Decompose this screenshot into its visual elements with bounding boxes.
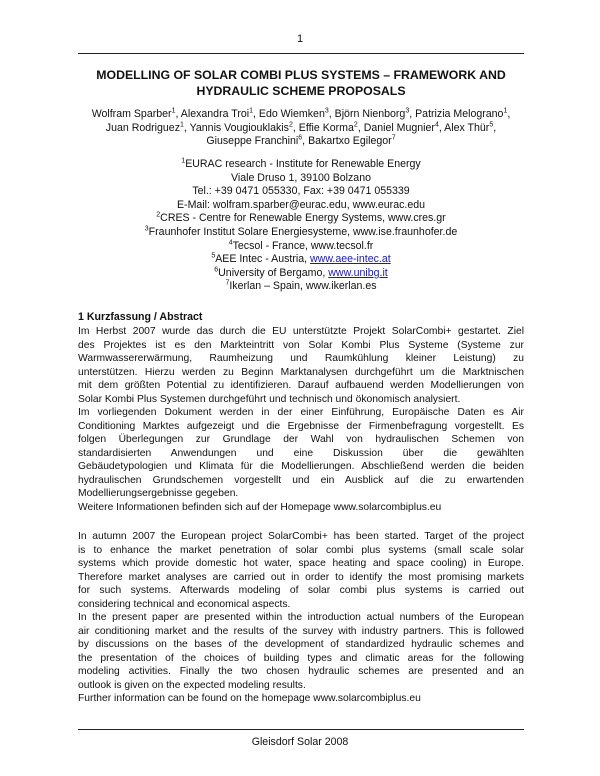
affiliation-eurac-email: E-Mail: wolfram.sparber@eurac.edu, www.eurac.edu bbox=[176, 198, 426, 211]
author-name: Wolfram Sparber bbox=[91, 108, 172, 120]
title-line-2: HYDRAULIC SCHEME PROPOSALS bbox=[196, 84, 406, 98]
author-affiliation-mark: 4 bbox=[434, 121, 439, 129]
title-line-1: MODELLING OF SOLAR COMBI PLUS SYSTEMS – FRAMEWORK AND bbox=[96, 68, 506, 82]
affiliation-eurac-phone: Tel.: +39 0471 055330, Fax: +39 0471 055339 bbox=[192, 185, 410, 198]
abstract-line: Im Herbst 2007 wurde das durch die EU unterstützte Projekt SolarCombi+ gestartet. Ziel bbox=[78, 326, 524, 337]
abstract-line: Conditioning Marktes aufgezeigt und die Ergebnisse der Firmenbefragung vorgestellt. Es bbox=[78, 420, 524, 432]
abstract-line: Solar Kombi Plus Systemen durchgeführt und technisch und ökonomisch analysiert. bbox=[78, 393, 461, 405]
author-affiliation-mark: 5 bbox=[489, 121, 494, 129]
author-affiliation-mark: 1 bbox=[503, 107, 508, 115]
author-list bbox=[78, 108, 524, 149]
abstract-line: standardisierten Anwendungen und eine Diskussion über die gewählten bbox=[78, 447, 524, 459]
author-name: Daniel Mugnier bbox=[363, 121, 435, 134]
page-footer: Gleisdorf Solar 2008 bbox=[251, 736, 349, 748]
abstract-line: systems which provide domestic hot water, space heating and space cooling) in Europe. bbox=[78, 558, 524, 569]
abstract-line: outlook is given on the expected modeling results. bbox=[78, 679, 306, 691]
affiliation-mark: 1 bbox=[181, 157, 186, 165]
abstract-line: Warmwassererwärmung, Raumheizung und Raumkühlung kleiner Leistung) zu bbox=[78, 353, 524, 364]
affiliation-eurac-address: Viale Druso 1, 39100 Bolzano bbox=[231, 171, 371, 184]
abstract-line: by discussions on the bases of the development of standardized hydraulic schemes and bbox=[78, 639, 524, 650]
affiliation-mark: 5 bbox=[211, 252, 216, 260]
author-name: Yannis Vougiouklakis bbox=[189, 121, 289, 134]
author-affiliation-mark: 7 bbox=[391, 134, 396, 142]
affiliation-text: University of Bergamo, bbox=[218, 266, 329, 279]
author-name: Bakartxo Egilegor bbox=[308, 135, 392, 148]
abstract-line: Im vorliegenden Dokument werden in der einer Einführung, Europäische Daten es Air bbox=[78, 407, 524, 418]
section-heading: 1 Kurzfassung / Abstract bbox=[78, 311, 203, 323]
abstract-line: unterstützen. Hierzu werden zu Beginn Marktanalysen durchgeführt um die Marktnischen bbox=[78, 366, 524, 378]
abstract-line: folgen Überlegungen zur Grundlage der Wahl von hydraulischen Schemen von bbox=[78, 434, 524, 445]
affiliation-mark: 4 bbox=[228, 239, 233, 247]
affiliation-list bbox=[78, 158, 524, 294]
affiliation-text: Tecsol - France, www.tecsol.fr bbox=[232, 239, 374, 252]
author-line-1: Wolfram Sparber$^1$, Alexandra Troi$^1$, Edo Wiemken$^3$, Björn Nienborg$^3$, Patrizia Melograno$^1$, bbox=[91, 107, 511, 120]
abstract-line: Weitere Informationen befinden sich auf der Homepage www.solarcombiplus.eu bbox=[78, 501, 442, 513]
author-affiliation-mark: 1 bbox=[180, 121, 184, 129]
abstract-line: Modellierungsergebnisse gegeben. bbox=[78, 488, 239, 499]
abstract-line: the presentation of the choices of building types and climatic areas for the following bbox=[78, 652, 524, 664]
author-affiliation-mark: 2 bbox=[288, 121, 293, 129]
aee-intec-link[interactable]: www.aee-intec.at bbox=[310, 253, 391, 266]
abstract-german bbox=[78, 325, 524, 514]
abstract-line: modeling activities. Finally the two chosen hydraulic schemes are presented and an bbox=[78, 666, 524, 677]
affiliation-bergamo bbox=[78, 267, 524, 281]
affiliation-mark: 6 bbox=[214, 266, 219, 274]
affiliation-eurac bbox=[78, 158, 524, 172]
author-name: Patrizia Melograno bbox=[415, 108, 504, 120]
author-affiliation-mark: 3 bbox=[405, 107, 410, 115]
affiliation-aee bbox=[78, 253, 524, 267]
abstract-line: for such systems. Afterwards modeling of solar combi plus systems is carried out bbox=[78, 585, 524, 596]
author-name: Juan Rodriguez bbox=[105, 121, 180, 134]
author-name: Björn Nienborg bbox=[334, 108, 406, 120]
abstract-line: Further information can be found on the homepage www.solarcombiplus.eu bbox=[78, 693, 421, 704]
abstract-line: In autumn 2007 the European project SolarCombi+ has been started. Target of the project bbox=[78, 531, 524, 542]
author-name: Alex Thür bbox=[444, 121, 490, 134]
author-name: Giuseppe Franchini bbox=[206, 135, 299, 148]
abstract-line: Gebäudetypologien und Klimata für die Modellierungen. Abschließend werden die beiden bbox=[78, 461, 524, 472]
abstract-line: considering technical and economical aspects. bbox=[78, 598, 291, 610]
abstract-line: In the present paper are presented within the introduction actual numbers of the European bbox=[78, 612, 524, 623]
abstract-line: air conditioning market and the results of the survey with industry partners. This is followed bbox=[78, 625, 524, 637]
author-affiliation-mark: 1 bbox=[171, 107, 176, 115]
footer-rule bbox=[78, 729, 524, 730]
abstract-line: hydraulischen Grundschemen vorgestellt und ein Ausblick auf die zu erwartenden bbox=[78, 474, 524, 486]
affiliation-text: AEE Intec - Austria, bbox=[215, 253, 311, 266]
abstract-english bbox=[78, 530, 524, 706]
author-name: Edo Wiemken bbox=[258, 108, 325, 120]
affiliation-mark: 2 bbox=[156, 211, 161, 219]
author-affiliation-mark: 3 bbox=[324, 107, 329, 115]
page-number: 1 bbox=[296, 33, 304, 45]
affiliation-tecsol bbox=[78, 240, 524, 254]
abstract-line: is to enhance the market penetration of solar combi plus systems (small scale solar bbox=[78, 544, 524, 556]
author-line-2: Juan Rodriguez$^1$, Yannis Vougiouklakis$^2$, Effie Korma$^2$, Daniel Mugnier$^4$, Alex Thür$^5$, bbox=[105, 121, 497, 134]
affiliation-text: Fraunhofer Institut Solare Energiesysteme, www.ise.fraunhofer.de bbox=[148, 225, 458, 238]
affiliation-mark: 7 bbox=[225, 279, 230, 287]
author-line-3: Giuseppe Franchini$^6$, Bakartxo Egilegor$^7$ bbox=[206, 134, 396, 148]
author-name: Alexandra Troi bbox=[180, 108, 250, 120]
abstract-line: mit dem größten Potential zu identifizieren. Darauf aufbauend werden Modellierungen von bbox=[78, 380, 524, 391]
abstract-line: des Projektes ist es den Markteintritt von Solar Kombi Plus Systeme (Systeme zur bbox=[78, 339, 524, 351]
affiliation-text: CRES - Centre for Renewable Energy Systems, www.cres.gr bbox=[160, 212, 446, 225]
author-affiliation-mark: 6 bbox=[298, 134, 303, 142]
abstract-line: Therefore market analyses are carried out in order to identify the most promising markets bbox=[78, 571, 524, 583]
affiliation-ikerlan bbox=[78, 280, 524, 294]
author-name: Effie Korma bbox=[298, 121, 354, 134]
unibg-link[interactable]: www.unibg.it bbox=[328, 266, 388, 279]
affiliation-cres bbox=[78, 212, 524, 226]
affiliation-text: Ikerlan – Spain, www.ikerlan.es bbox=[229, 280, 377, 293]
affiliation-fraunhofer bbox=[78, 226, 524, 240]
author-affiliation-mark: 1 bbox=[249, 107, 253, 115]
author-affiliation-mark: 2 bbox=[353, 121, 358, 129]
paper-title bbox=[78, 67, 524, 99]
affiliation-mark: 3 bbox=[144, 225, 149, 233]
affiliation-text: EURAC research - Institute for Renewable Energy bbox=[185, 158, 421, 170]
header-rule bbox=[78, 53, 524, 54]
